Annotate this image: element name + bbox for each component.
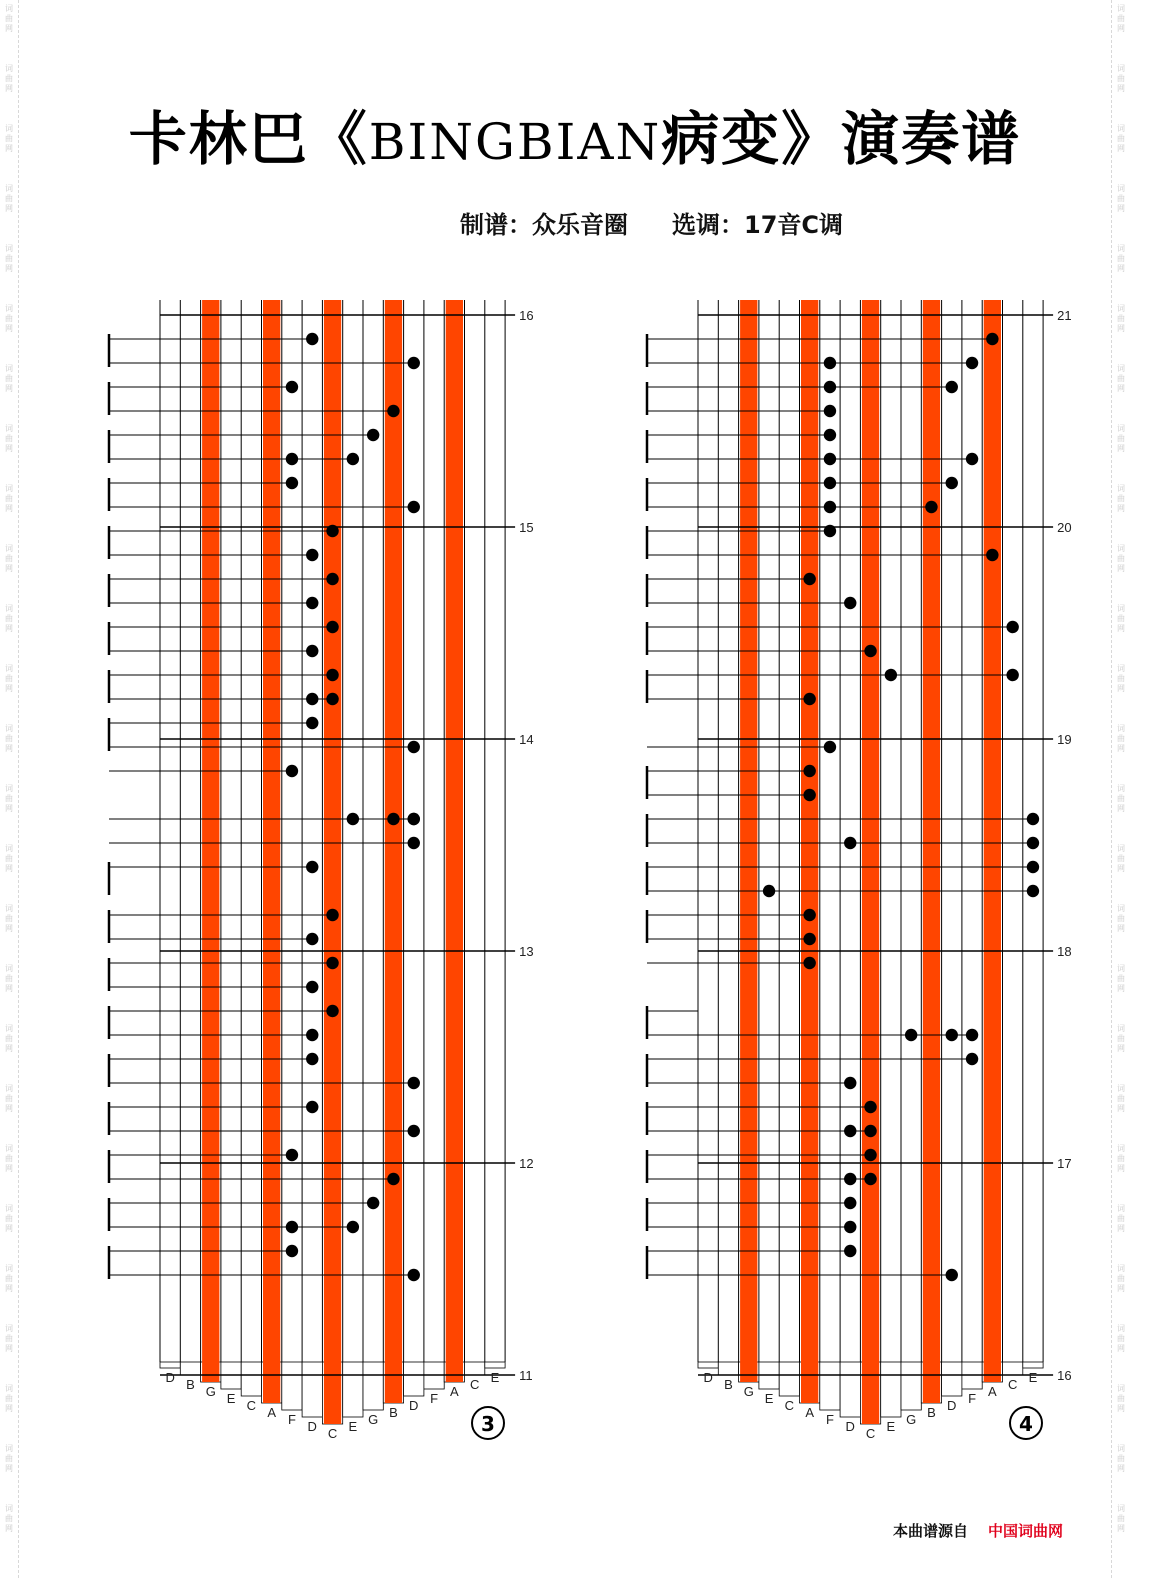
note	[844, 1221, 856, 1233]
key-tip	[160, 1362, 180, 1368]
note	[387, 405, 399, 417]
note	[824, 429, 836, 441]
key-tip	[343, 1362, 363, 1417]
highlight-key	[862, 300, 879, 1424]
watermark-text: 词 曲 网	[5, 604, 13, 633]
bar-number: 15	[519, 520, 534, 535]
key-label: G	[368, 1412, 379, 1427]
key-tip	[404, 1362, 424, 1396]
tablature-page-3	[100, 295, 534, 1445]
watermark-text: 词 曲 网	[1117, 1264, 1125, 1293]
key-label: E	[490, 1370, 500, 1385]
key-tip	[881, 1362, 901, 1417]
note	[347, 1221, 359, 1233]
note	[367, 429, 379, 441]
highlight-key	[385, 300, 402, 1403]
key-label: E	[764, 1391, 774, 1406]
note	[803, 693, 815, 705]
note	[885, 669, 897, 681]
note	[408, 837, 420, 849]
watermark-text: 词 曲 网	[5, 1504, 13, 1533]
key-label: E	[1028, 1370, 1038, 1385]
note	[408, 501, 420, 513]
note	[306, 981, 318, 993]
note	[387, 1173, 399, 1185]
title-prefix: 卡林巴《	[128, 105, 369, 173]
key-tip	[1003, 1362, 1023, 1375]
note	[367, 1197, 379, 1209]
key-label: D	[703, 1370, 713, 1385]
note	[326, 573, 338, 585]
note	[864, 1125, 876, 1137]
watermark-text: 词 曲 网	[5, 364, 13, 393]
note	[306, 1101, 318, 1113]
note	[844, 1173, 856, 1185]
key-label: C	[784, 1398, 795, 1413]
note	[763, 885, 775, 897]
watermark-text: 词 曲 网	[1117, 364, 1125, 393]
note	[844, 837, 856, 849]
note	[306, 1029, 318, 1041]
watermark-text: 词 曲 网	[5, 304, 13, 333]
bar-number: 19	[1057, 732, 1072, 747]
page-title	[0, 92, 1150, 176]
key-tip	[241, 1362, 261, 1396]
note	[1027, 813, 1039, 825]
tablature-page-4	[638, 295, 1072, 1445]
note	[306, 933, 318, 945]
watermark-text: 词 曲 网	[1117, 544, 1125, 573]
watermark-text: 词 曲 网	[5, 1444, 13, 1473]
note	[326, 693, 338, 705]
watermark-text: 词 曲 网	[5, 124, 13, 153]
watermark-text: 词 曲 网	[5, 1204, 13, 1233]
watermark-text: 词 曲 网	[5, 244, 13, 273]
bar-number: 11	[519, 1368, 533, 1383]
note	[408, 813, 420, 825]
note	[824, 501, 836, 513]
watermark-text: 词 曲 网	[1117, 724, 1125, 753]
note	[326, 909, 338, 921]
key-tip	[282, 1362, 302, 1410]
key-label: A	[450, 1384, 459, 1399]
note	[286, 477, 298, 489]
watermark-text: 词 曲 网	[5, 424, 13, 453]
watermark-text: 词 曲 网	[5, 1144, 13, 1173]
note	[824, 405, 836, 417]
note	[286, 765, 298, 777]
footer	[893, 1520, 1063, 1541]
watermark-text: 词 曲 网	[1117, 304, 1125, 333]
watermark-text: 词 曲 网	[5, 544, 13, 573]
watermark-text: 词 曲 网	[1117, 904, 1125, 933]
watermark-text: 词 曲 网	[5, 4, 13, 33]
watermark-text: 词 曲 网	[1117, 604, 1125, 633]
key-tip	[942, 1362, 962, 1396]
note	[347, 813, 359, 825]
note	[286, 381, 298, 393]
note	[946, 1269, 958, 1281]
note	[824, 381, 836, 393]
note	[844, 1197, 856, 1209]
watermark-text: 词 曲 网	[1117, 1504, 1125, 1533]
key-tip	[1023, 1362, 1043, 1368]
key-label: F	[287, 1412, 296, 1427]
note	[306, 645, 318, 657]
bar-number: 16	[519, 308, 534, 323]
key-label: A	[267, 1405, 276, 1420]
key-label: E	[226, 1391, 236, 1406]
key-tip	[180, 1362, 200, 1375]
watermark-text: 词 曲 网	[1117, 184, 1125, 213]
note	[326, 1005, 338, 1017]
key-tip	[718, 1362, 738, 1375]
watermark-text: 词 曲 网	[5, 484, 13, 513]
note	[824, 741, 836, 753]
note	[387, 813, 399, 825]
note	[824, 453, 836, 465]
key-label: A	[805, 1405, 814, 1420]
highlight-key	[202, 300, 219, 1382]
key-label: A	[988, 1384, 997, 1399]
note	[986, 333, 998, 345]
key-label: F	[430, 1391, 439, 1406]
note	[408, 1077, 420, 1089]
watermark-text: 词 曲 网	[5, 784, 13, 813]
note	[824, 357, 836, 369]
note	[408, 1269, 420, 1281]
key-tip	[485, 1362, 505, 1368]
watermark-text: 词 曲 网	[1117, 1024, 1125, 1053]
note	[844, 597, 856, 609]
key-tip	[302, 1362, 322, 1417]
key-label: F	[968, 1391, 977, 1406]
note	[864, 1101, 876, 1113]
watermark-text: 词 曲 网	[1117, 1144, 1125, 1173]
watermark-text: 词 曲 网	[5, 184, 13, 213]
key-label: C	[246, 1398, 257, 1413]
bar-number: 12	[519, 1156, 534, 1171]
watermark-text: 词 曲 网	[1117, 64, 1125, 93]
note	[803, 909, 815, 921]
note	[326, 669, 338, 681]
note	[1027, 837, 1039, 849]
title-latin: BINGBIAN	[368, 113, 662, 171]
highlight-key	[446, 300, 463, 1382]
watermark-text: 词 曲 网	[5, 1384, 13, 1413]
note	[803, 789, 815, 801]
key-label: D	[165, 1370, 175, 1385]
key-label: D	[409, 1398, 419, 1413]
note	[306, 1053, 318, 1065]
key-label: G	[743, 1384, 754, 1399]
note	[306, 717, 318, 729]
key-label: D	[845, 1419, 855, 1434]
subtitle	[460, 205, 853, 240]
note	[946, 477, 958, 489]
note	[986, 549, 998, 561]
key-label: C	[865, 1426, 876, 1441]
key-label: D	[947, 1398, 957, 1413]
key-label: G	[906, 1412, 917, 1427]
key-label: B	[724, 1377, 733, 1392]
note	[966, 1053, 978, 1065]
watermark-text: 词 曲 网	[1117, 1384, 1125, 1413]
note	[326, 525, 338, 537]
watermark-text: 词 曲 网	[1117, 484, 1125, 513]
note	[803, 957, 815, 969]
watermark-text: 词 曲 网	[1117, 964, 1125, 993]
page-number: 3	[481, 1412, 495, 1436]
watermark-text: 词 曲 网	[1117, 124, 1125, 153]
watermark-text: 词 曲 网	[1117, 4, 1125, 33]
note	[408, 357, 420, 369]
note	[966, 357, 978, 369]
key-label: F	[825, 1412, 834, 1427]
note	[1027, 885, 1039, 897]
watermark-text: 词 曲 网	[1117, 1204, 1125, 1233]
note	[844, 1125, 856, 1137]
watermark-text: 词 曲 网	[5, 1024, 13, 1053]
key-label: B	[389, 1405, 398, 1420]
bar-number: 14	[519, 732, 534, 747]
note	[864, 645, 876, 657]
note	[306, 597, 318, 609]
watermark-text: 词 曲 网	[1117, 1084, 1125, 1113]
note	[803, 765, 815, 777]
highlight-key	[740, 300, 757, 1382]
watermark-text: 词 曲 网	[5, 904, 13, 933]
highlight-key	[263, 300, 280, 1403]
key-label: E	[886, 1419, 896, 1434]
note	[844, 1077, 856, 1089]
note	[286, 1245, 298, 1257]
watermark-text: 词 曲 网	[5, 1084, 13, 1113]
bar-number: 17	[1057, 1156, 1072, 1171]
note	[864, 1173, 876, 1185]
bar-number: 13	[519, 944, 534, 959]
bar-number: 16	[1057, 1368, 1072, 1383]
page-number: 4	[1019, 1412, 1033, 1436]
footer-source: 本曲谱源自	[893, 1522, 969, 1540]
note	[306, 693, 318, 705]
bar-number: 18	[1057, 944, 1072, 959]
watermark-text: 词 曲 网	[5, 964, 13, 993]
note	[803, 933, 815, 945]
note	[408, 741, 420, 753]
note	[925, 501, 937, 513]
note	[966, 1029, 978, 1041]
watermark-text: 词 曲 网	[5, 1324, 13, 1353]
left-watermark-strip	[0, 0, 19, 1578]
footer-site-link[interactable]: 中国词曲网	[988, 1522, 1064, 1540]
note	[946, 381, 958, 393]
key-tip	[698, 1362, 718, 1368]
watermark-text: 词 曲 网	[5, 64, 13, 93]
key-tip	[820, 1362, 840, 1410]
key-tip	[363, 1362, 383, 1410]
note	[824, 477, 836, 489]
note	[803, 573, 815, 585]
highlight-key	[923, 300, 940, 1403]
arranger-label: 制谱：众乐音圈	[460, 211, 628, 239]
note	[824, 525, 836, 537]
note	[347, 453, 359, 465]
watermark-text: 词 曲 网	[1117, 1324, 1125, 1353]
key-label: 选调：17音C调	[672, 211, 844, 239]
note	[408, 1125, 420, 1137]
note	[306, 861, 318, 873]
note	[946, 1029, 958, 1041]
key-label: B	[927, 1405, 936, 1420]
key-tip	[840, 1362, 860, 1417]
highlight-key	[324, 300, 341, 1424]
right-watermark-strip	[1111, 0, 1130, 1578]
note	[905, 1029, 917, 1041]
note	[966, 453, 978, 465]
note	[286, 1221, 298, 1233]
note	[286, 1149, 298, 1161]
key-label: D	[307, 1419, 317, 1434]
key-label: B	[186, 1377, 195, 1392]
key-label: E	[348, 1419, 358, 1434]
note	[844, 1245, 856, 1257]
key-label: C	[1007, 1377, 1018, 1392]
key-label: C	[327, 1426, 338, 1441]
note	[286, 453, 298, 465]
key-label: C	[469, 1377, 480, 1392]
note	[1006, 669, 1018, 681]
bar-number: 20	[1057, 520, 1072, 535]
watermark-text: 词 曲 网	[5, 664, 13, 693]
key-tip	[779, 1362, 799, 1396]
note	[326, 957, 338, 969]
key-tip	[901, 1362, 921, 1410]
highlight-key	[984, 300, 1001, 1382]
title-suffix: 病变》演奏谱	[661, 105, 1022, 173]
watermark-text: 词 曲 网	[1117, 244, 1125, 273]
note	[326, 621, 338, 633]
highlight-key	[801, 300, 818, 1403]
watermark-text: 词 曲 网	[1117, 844, 1125, 873]
watermark-text: 词 曲 网	[1117, 1444, 1125, 1473]
note	[306, 549, 318, 561]
watermark-text: 词 曲 网	[5, 724, 13, 753]
watermark-text: 词 曲 网	[1117, 424, 1125, 453]
bar-number: 21	[1057, 308, 1072, 323]
note	[864, 1149, 876, 1161]
watermark-text: 词 曲 网	[1117, 664, 1125, 693]
watermark-text: 词 曲 网	[1117, 784, 1125, 813]
note	[306, 333, 318, 345]
key-label: G	[205, 1384, 216, 1399]
note	[1006, 621, 1018, 633]
watermark-text: 词 曲 网	[5, 1264, 13, 1293]
watermark-text: 词 曲 网	[5, 844, 13, 873]
note	[1027, 861, 1039, 873]
key-tip	[465, 1362, 485, 1375]
